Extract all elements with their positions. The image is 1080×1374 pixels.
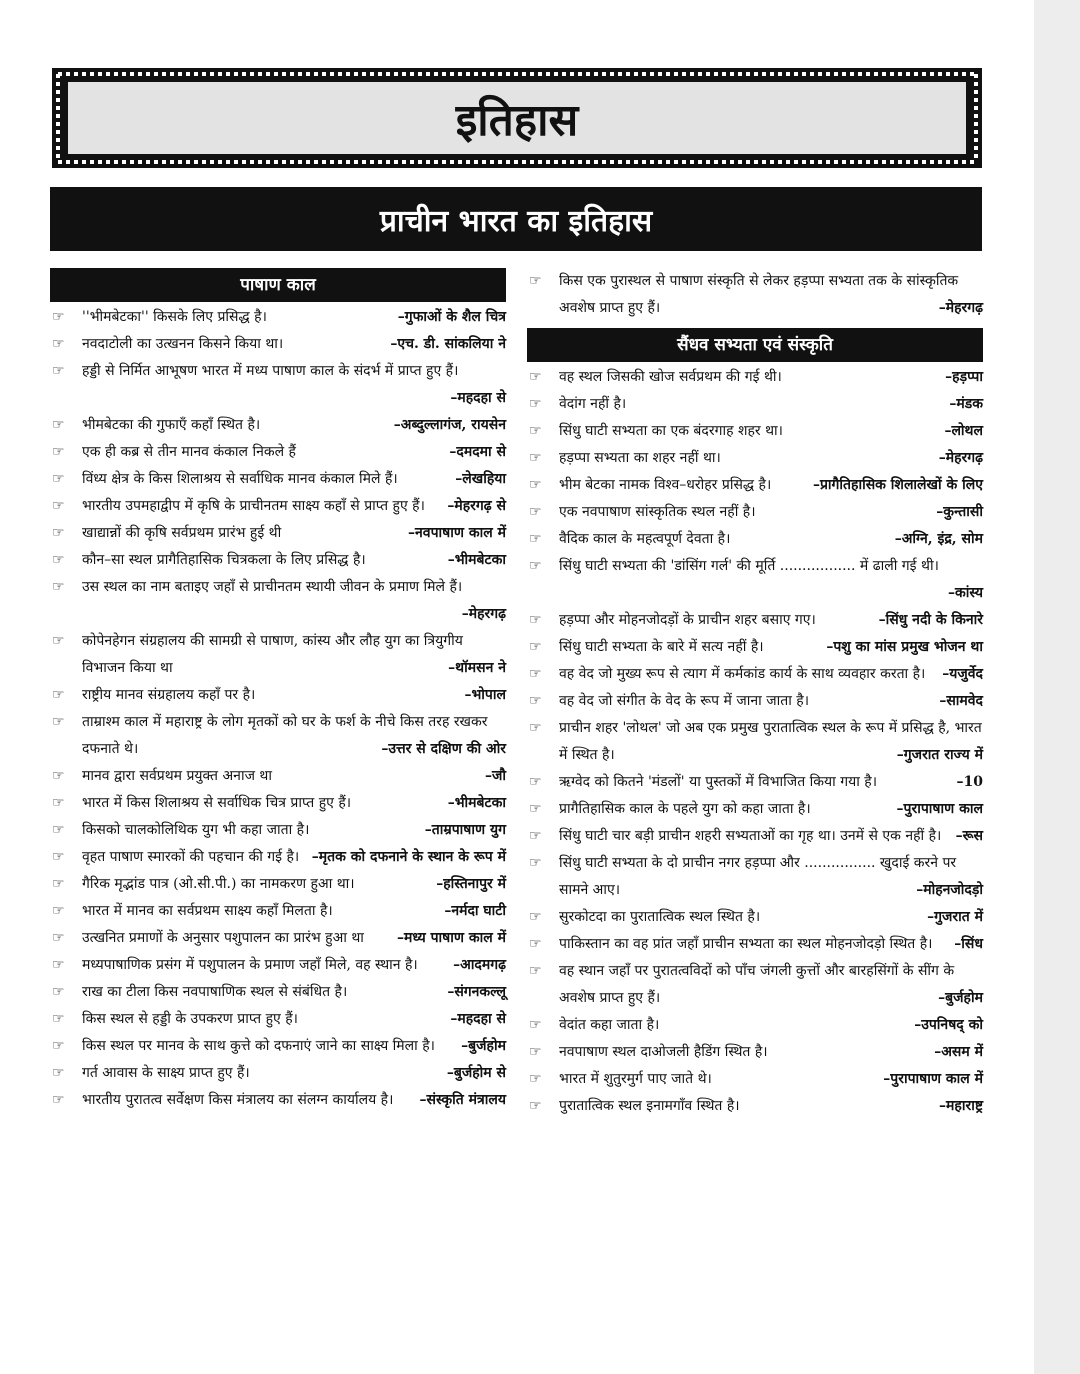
page-edge-strip xyxy=(1034,0,1080,1374)
question-text: प्रागैतिहासिक काल के पहले युग को कहा जाता है। xyxy=(559,801,811,817)
question-item xyxy=(50,439,506,466)
question-item xyxy=(50,574,506,628)
question-item xyxy=(527,472,983,499)
question-text: कोपेनहेगन संग्रहालय की सामग्री से पाषाण, कांस्य और लौह युग का त्रियुगीय विभाजन किया था xyxy=(82,633,463,676)
right-column xyxy=(527,268,983,1120)
question-text: कौन–सा स्थल प्रागैतिहासिक चित्रकला के लिए प्रसिद्ध है। xyxy=(82,552,366,568)
question-text: एक नवपाषाण सांस्कृतिक स्थल नहीं है। xyxy=(559,504,756,520)
pointing-hand-icon: ☞ xyxy=(52,984,65,1000)
answer-text: –हड़प्पा xyxy=(945,369,983,385)
question-text: किस स्थल पर मानव के साथ कुत्ते को दफनाएं जाने का साक्ष्य मिला है। xyxy=(82,1038,435,1054)
question-item xyxy=(50,1006,506,1033)
answer-text: –नर्मदा घाटी xyxy=(444,903,506,919)
pointing-hand-icon: ☞ xyxy=(529,720,542,736)
question-item xyxy=(50,763,506,790)
question-text: नवपाषाण स्थल दाओजली हैडिंग स्थित है। xyxy=(559,1044,768,1060)
question-text: एक ही कब्र से तीन मानव कंकाल निकले हैं xyxy=(82,444,296,460)
pointing-hand-icon: ☞ xyxy=(52,849,65,865)
pointing-hand-icon: ☞ xyxy=(529,963,542,979)
question-text: सिंधु घाटी सभ्यता की 'डांसिंग गर्ल' की मूर्ति ................. में ढाली गई थी। xyxy=(559,558,939,574)
answer-text: –कांस्य xyxy=(948,585,983,601)
question-item xyxy=(527,391,983,418)
answer-text: –हस्तिनापुर में xyxy=(436,876,506,892)
pointing-hand-icon: ☞ xyxy=(52,336,65,352)
answer-text: –रूस xyxy=(955,828,983,844)
answer-text: –मेहरगढ़ xyxy=(461,606,506,622)
answer-text: –सामवेद xyxy=(939,693,983,709)
question-text: किस स्थल से हड्डी के उपकरण प्राप्त हुए हैं। xyxy=(82,1011,298,1027)
question-item xyxy=(527,796,983,823)
question-text: पाकिस्तान का वह प्रांत जहाँ प्राचीन सभ्यता का स्थल मोहनजोदड़ो स्थित है। xyxy=(559,936,933,952)
question-text: सिंधु घाटी सभ्यता के दो प्राचीन नगर हड़प्पा और ................ खुदाई करने पर सामने आए। xyxy=(559,855,957,898)
question-item xyxy=(527,715,983,769)
question-item xyxy=(50,412,506,439)
left-question-list xyxy=(50,304,506,1114)
question-item xyxy=(527,418,983,445)
question-text: पुरातात्विक स्थल इनामगाँव स्थित है। xyxy=(559,1098,740,1114)
answer-text: –बुर्जहोम xyxy=(461,1038,506,1054)
pointing-hand-icon: ☞ xyxy=(52,471,65,487)
question-text: भारतीय उपमहाद्वीप में कृषि के प्राचीनतम साक्ष्य कहाँ से प्राप्त हुए हैं। xyxy=(82,498,425,514)
answer-text: –मोहनजोदड़ो xyxy=(916,882,983,898)
right-column-header: सैंधव सभ्यता एवं संस्कृति xyxy=(527,328,983,362)
question-text: मध्यपाषाणिक प्रसंग में पशुपालन के प्रमाण जहाँ मिले, वह स्थान है। xyxy=(82,957,418,973)
question-text: वह स्थान जहाँ पर पुरातत्वविदों को पाँच जंगली कुत्तों और बारहसिंगों के सींग के अवशेष प्राप्त हुए हैं। xyxy=(559,963,955,1006)
answer-text: –भोपाल xyxy=(464,687,506,703)
question-item xyxy=(50,871,506,898)
pointing-hand-icon: ☞ xyxy=(529,936,542,952)
answer-text: –संगनकल्लू xyxy=(447,984,506,1000)
question-text: हड़प्पा और मोहनजोदड़ों के प्राचीन शहर बसाए गए। xyxy=(559,612,816,628)
pointing-hand-icon: ☞ xyxy=(52,363,65,379)
question-item xyxy=(50,709,506,763)
question-text: सिंधु घाटी सभ्यता के बारे में सत्य नहीं है। xyxy=(559,639,764,655)
question-item xyxy=(50,628,506,682)
question-text: वह वेद जो मुख्य रूप से त्याग में कर्मकांड कार्य के साथ व्यवहार करता है। xyxy=(559,666,926,682)
answer-text: –अब्दुल्लागंज, रायसेन xyxy=(393,417,506,433)
question-text: गैरिक मृद्भांड पात्र (ओ.सी.पी.) का नामकरण हुआ था। xyxy=(82,876,355,892)
question-text: भारत में शुतुरमुर्ग पाए जाते थे। xyxy=(559,1071,712,1087)
question-text: नवदाटोली का उत्खनन किसने किया था। xyxy=(82,336,284,352)
answer-text: –भीमबेटका xyxy=(447,795,506,811)
pointing-hand-icon: ☞ xyxy=(52,957,65,973)
pointing-hand-icon: ☞ xyxy=(529,531,542,547)
pointing-hand-icon: ☞ xyxy=(529,1098,542,1114)
answer-text: –मेहरगढ़ xyxy=(938,300,983,316)
answer-text: –लोथल xyxy=(944,423,983,439)
answer-text: –बुर्जहोम xyxy=(938,990,983,1006)
question-item xyxy=(50,547,506,574)
answer-text: –असम में xyxy=(934,1044,983,1060)
question-item xyxy=(527,526,983,553)
pointing-hand-icon: ☞ xyxy=(52,552,65,568)
question-text: वेदांत कहा जाता है। xyxy=(559,1017,660,1033)
question-item xyxy=(50,520,506,547)
answer-text: –ताम्रपाषाण युग xyxy=(424,822,506,838)
question-item xyxy=(527,364,983,391)
border-dots xyxy=(58,160,976,164)
answer-text: –महाराष्ट्र xyxy=(939,1098,983,1114)
question-text: राख का टीला किस नवपाषाणिक स्थल से संबंधित है। xyxy=(82,984,348,1000)
question-text: उस स्थल का नाम बताइए जहाँ से प्राचीनतम स्थायी जीवन के प्रमाण मिले हैं। xyxy=(82,579,463,595)
question-item xyxy=(527,931,983,958)
question-text: हड़प्पा सभ्यता का शहर नहीं था। xyxy=(559,450,721,466)
answer-text: –लेखहिया xyxy=(455,471,506,487)
right-question-list xyxy=(527,364,983,1120)
pointing-hand-icon: ☞ xyxy=(52,768,65,784)
answer-text: –आदमगढ़ xyxy=(453,957,506,973)
question-text: वेदांग नहीं है। xyxy=(559,396,627,412)
question-text: प्राचीन शहर 'लोथल' जो अब एक प्रमुख पुरातात्विक स्थल के रूप में प्रसिद्ध है, भारत में स्थित है। xyxy=(559,720,982,763)
pointing-hand-icon: ☞ xyxy=(529,423,542,439)
answer-text: –प्रागैतिहासिक शिलालेखों के लिए xyxy=(812,477,983,493)
question-text: वैदिक काल के महत्वपूर्ण देवता है। xyxy=(559,531,731,547)
answer-text: –उपनिषद् को xyxy=(914,1017,983,1033)
answer-text: –महदहा से xyxy=(450,1011,506,1027)
question-item xyxy=(527,634,983,661)
question-item xyxy=(527,904,983,931)
answer-text: –दमदमा से xyxy=(449,444,506,460)
answer-text: –पशु का मांस प्रमुख भोजन था xyxy=(826,639,983,655)
question-text: भीमबेटका की गुफाएँ कहाँ स्थित है। xyxy=(82,417,261,433)
question-item xyxy=(50,1033,506,1060)
question-item xyxy=(50,817,506,844)
answer-text: –अग्नि, इंद्र, सोम xyxy=(894,531,983,547)
question-text: खाद्यान्नों की कृषि सर्वप्रथम प्रारंभ हुई थी xyxy=(82,525,282,541)
page-title-banner xyxy=(52,68,982,168)
pointing-hand-icon: ☞ xyxy=(52,1065,65,1081)
question-text: भीम बेटका नामक विश्व–धरोहर प्रसिद्ध है। xyxy=(559,477,772,493)
question-text: सिंधु घाटी चार बड़ी प्राचीन शहरी सभ्यताओं का गृह था। उनमें से एक नहीं है। xyxy=(559,828,942,844)
answer-text: –जौ xyxy=(484,768,506,784)
question-item xyxy=(527,769,983,796)
answer-text: –मंडक xyxy=(949,396,983,412)
pointing-hand-icon: ☞ xyxy=(529,909,542,925)
question-text: ''भीमबेटका'' किसके लिए प्रसिद्ध है। xyxy=(82,309,267,325)
answer-text: –नवपाषाण काल में xyxy=(408,525,506,541)
question-item xyxy=(50,1060,506,1087)
question-item xyxy=(50,304,506,331)
question-item xyxy=(527,1066,983,1093)
pointing-hand-icon: ☞ xyxy=(529,273,542,289)
answer-text: –उत्तर से दक्षिण की ओर xyxy=(381,741,506,757)
answer-text: –थॉमसन ने xyxy=(448,660,506,676)
pointing-hand-icon: ☞ xyxy=(529,477,542,493)
question-item xyxy=(527,1012,983,1039)
pointing-hand-icon: ☞ xyxy=(52,498,65,514)
answer-text: –गुजरात में xyxy=(927,909,983,925)
answer-text: –पुरापाषाण काल में xyxy=(883,1071,983,1087)
pointing-hand-icon: ☞ xyxy=(529,855,542,871)
left-column-header: पाषाण काल xyxy=(50,268,506,302)
answer-text: –सिंधु नदी के किनारे xyxy=(878,612,983,628)
pointing-hand-icon: ☞ xyxy=(52,579,65,595)
question-text: विंध्य क्षेत्र के किस शिलाश्रय से सर्वाधिक मानव कंकाल मिले हैं। xyxy=(82,471,398,487)
answer-text: –एच. डी. सांकलिया ने xyxy=(390,336,506,352)
page-title-box xyxy=(68,82,966,154)
answer-text: –कुन्तासी xyxy=(936,504,983,520)
pointing-hand-icon: ☞ xyxy=(52,633,65,649)
section-title: प्राचीन भारत का इतिहास xyxy=(50,187,982,251)
answer-text: –मेहरगढ़ xyxy=(938,450,983,466)
pointing-hand-icon: ☞ xyxy=(529,828,542,844)
question-item xyxy=(527,553,983,607)
question-item xyxy=(50,466,506,493)
pointing-hand-icon: ☞ xyxy=(52,525,65,541)
pointing-hand-icon: ☞ xyxy=(52,444,65,460)
question-item xyxy=(50,979,506,1006)
pointing-hand-icon: ☞ xyxy=(52,1011,65,1027)
pointing-hand-icon: ☞ xyxy=(529,801,542,817)
question-text: किसको चालकोलिथिक युग भी कहा जाता है। xyxy=(82,822,310,838)
pointing-hand-icon: ☞ xyxy=(529,1017,542,1033)
pointing-hand-icon: ☞ xyxy=(529,1044,542,1060)
border-dots xyxy=(974,74,978,162)
pointing-hand-icon: ☞ xyxy=(52,822,65,838)
question-item xyxy=(50,925,506,952)
answer-text: –मध्य पाषाण काल में xyxy=(396,930,506,946)
pointing-hand-icon: ☞ xyxy=(529,504,542,520)
question-item xyxy=(50,682,506,709)
question-text: भारत में मानव का सर्वप्रथम साक्ष्य कहाँ मिलता है। xyxy=(82,903,333,919)
question-text: ताम्राश्म काल में महाराष्ट्र के लोग मृतकों को घर के फर्श के नीचे किस तरह रखकर दफनाते थे। xyxy=(82,714,488,757)
question-item xyxy=(527,1039,983,1066)
question-item xyxy=(50,331,506,358)
question-text: भारतीय पुरातत्व सर्वेक्षण किस मंत्रालय का संलग्न कार्यालय है। xyxy=(82,1092,394,1108)
question-text: भारत में किस शिलाश्रय से सर्वाधिक चित्र प्राप्त हुए हैं। xyxy=(82,795,352,811)
pointing-hand-icon: ☞ xyxy=(52,417,65,433)
question-item xyxy=(527,661,983,688)
right-top-question-list xyxy=(527,268,983,322)
pointing-hand-icon: ☞ xyxy=(529,450,542,466)
pointing-hand-icon: ☞ xyxy=(52,1038,65,1054)
answer-text: –गुफाओं के शैल चित्र xyxy=(397,309,506,325)
answer-text: –यजुर्वेद xyxy=(942,666,983,682)
pointing-hand-icon: ☞ xyxy=(529,639,542,655)
question-text: सिंधु घाटी सभ्यता का एक बंदरगाह शहर था। xyxy=(559,423,783,439)
pointing-hand-icon: ☞ xyxy=(529,396,542,412)
answer-text: –गुजरात राज्य में xyxy=(896,747,983,763)
question-text: राष्ट्रीय मानव संग्रहालय कहाँ पर है। xyxy=(82,687,256,703)
pointing-hand-icon: ☞ xyxy=(529,558,542,574)
question-item xyxy=(50,358,506,412)
pointing-hand-icon: ☞ xyxy=(52,903,65,919)
pointing-hand-icon: ☞ xyxy=(529,369,542,385)
question-item xyxy=(527,445,983,472)
answer-text: –पुरापाषाण काल xyxy=(896,801,983,817)
border-dots xyxy=(58,72,976,76)
question-text: मानव द्वारा सर्वप्रथम प्रयुक्त अनाज था xyxy=(82,768,272,784)
answer-text: –संस्कृति मंत्रालय xyxy=(419,1092,506,1108)
question-item xyxy=(50,898,506,925)
pointing-hand-icon: ☞ xyxy=(529,1071,542,1087)
answer-text: –बुर्जहोम से xyxy=(446,1065,506,1081)
question-item xyxy=(527,1093,983,1120)
question-item xyxy=(527,607,983,634)
pointing-hand-icon: ☞ xyxy=(52,795,65,811)
question-text: वह वेद जो संगीत के वेद के रूप में जाना जाता है। xyxy=(559,693,810,709)
page-title: इतिहास xyxy=(455,95,579,146)
question-item xyxy=(527,958,983,1012)
border-dots xyxy=(56,74,60,162)
pointing-hand-icon: ☞ xyxy=(52,687,65,703)
pointing-hand-icon: ☞ xyxy=(52,876,65,892)
question-item xyxy=(50,790,506,817)
question-text: सुरकोटदा का पुरातात्विक स्थल स्थित है। xyxy=(559,909,761,925)
question-text: किस एक पुरास्थल से पाषाण संस्कृति से लेकर हड़प्पा सभ्यता तक के सांस्कृतिक अवशेष प्राप्त हुए हैं। xyxy=(559,273,959,316)
answer-text: –मृतक को दफनाने के स्थान के रूप में xyxy=(311,849,506,865)
pointing-hand-icon: ☞ xyxy=(52,714,65,730)
question-item xyxy=(527,688,983,715)
pointing-hand-icon: ☞ xyxy=(52,309,65,325)
question-text: हड्डी से निर्मित आभूषण भारत में मध्य पाषाण काल के संदर्भ में प्राप्त हुए हैं। xyxy=(82,363,459,379)
pointing-hand-icon: ☞ xyxy=(529,666,542,682)
answer-text: –मेहरगढ़ से xyxy=(447,498,506,514)
question-item xyxy=(527,850,983,904)
answer-text: –सिंध xyxy=(954,936,983,952)
answer-text: –10 xyxy=(956,774,983,790)
question-text: ऋग्वेद को कितने 'मंडलों' या पुस्तकों में विभाजित किया गया है। xyxy=(559,774,878,790)
pointing-hand-icon: ☞ xyxy=(529,774,542,790)
answer-text: –महदहा से xyxy=(450,390,506,406)
question-text: वह स्थल जिसकी खोज सर्वप्रथम की गई थी। xyxy=(559,369,782,385)
answer-text: –भीमबेटका xyxy=(447,552,506,568)
question-item xyxy=(527,499,983,526)
question-text: उत्खनित प्रमाणों के अनुसार पशुपालन का प्रारंभ हुआ था xyxy=(82,930,364,946)
left-column xyxy=(50,268,506,1114)
pointing-hand-icon: ☞ xyxy=(52,930,65,946)
pointing-hand-icon: ☞ xyxy=(52,1092,65,1108)
pointing-hand-icon: ☞ xyxy=(529,612,542,628)
question-item xyxy=(50,952,506,979)
question-item xyxy=(50,493,506,520)
question-text: गर्त आवास के साक्ष्य प्राप्त हुए हैं। xyxy=(82,1065,250,1081)
question-text: वृहत पाषाण स्मारकों की पहचान की गई है। xyxy=(82,849,300,865)
pointing-hand-icon: ☞ xyxy=(529,693,542,709)
question-item xyxy=(50,844,506,871)
question-item xyxy=(50,1087,506,1114)
question-item xyxy=(527,823,983,850)
question-item xyxy=(527,268,983,322)
